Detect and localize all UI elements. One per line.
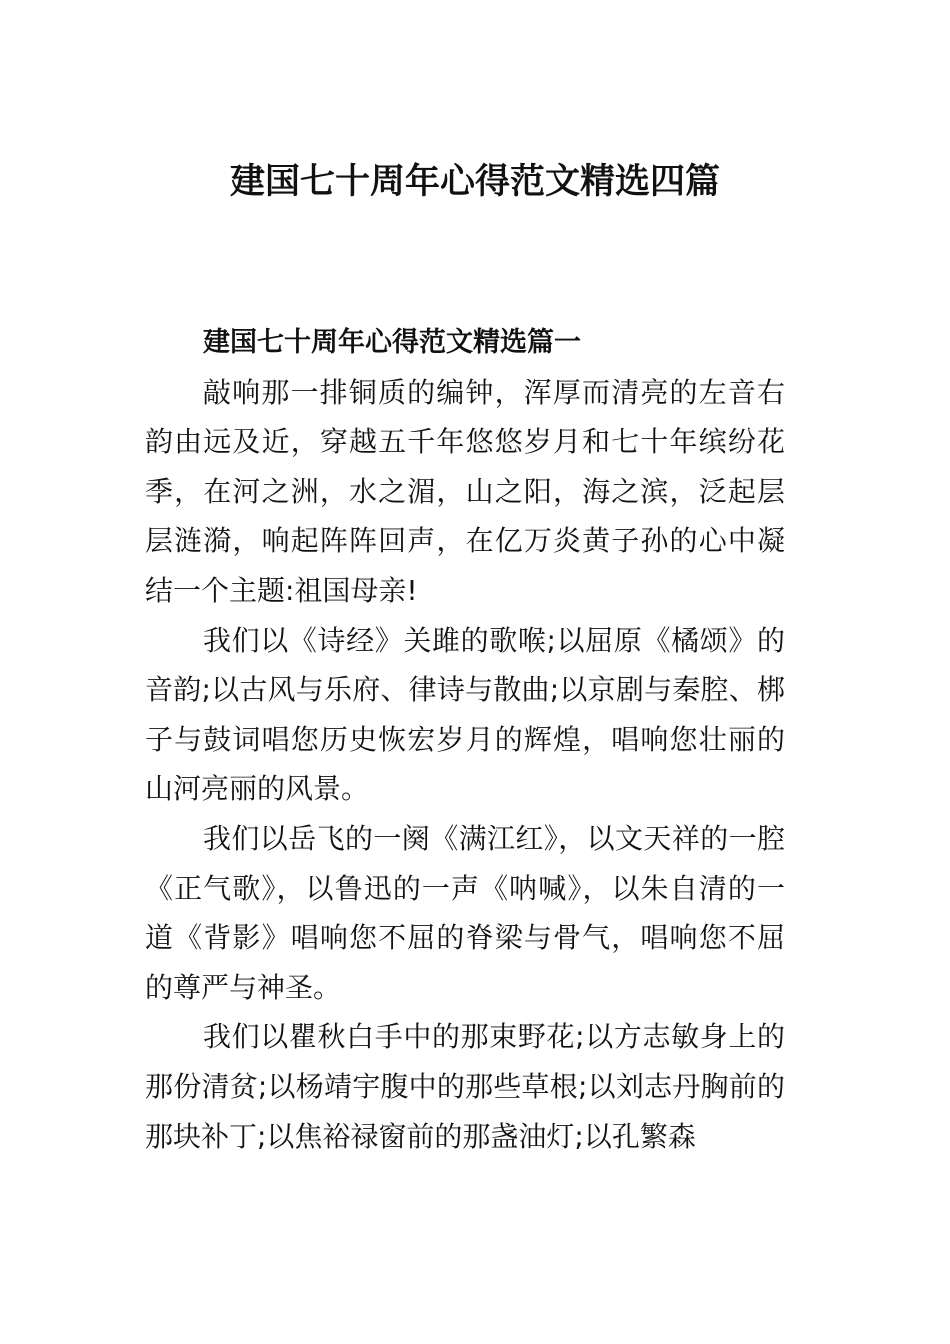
paragraph: 我们以岳飞的一阕《满江红》，以文天祥的一腔《正气歌》，以鲁迅的一声《呐喊》，以朱自清的一道《背影》唱响您不屈的脊梁与骨气，唱响您不屈的尊严与神圣。 [145,821,785,1004]
document-title: 建国七十周年心得范文精选四篇 [229,162,720,202]
section-heading: 建国七十周年心得范文精选篇一 [203,327,581,358]
paragraph: 我们以瞿秋白手中的那束野花;以方志敏身上的那份清贫;以杨靖宇腹中的那些草根;以刘志丹胸前的那块补丁;以焦裕禄窗前的那盏油灯;以孔繁森 [145,1020,785,1153]
paragraph: 我们以《诗经》关雎的歌喉;以屈原《橘颂》的音韵;以古风与乐府、律诗与散曲;以京剧与秦腔、梆子与鼓词唱您历史恢宏岁月的辉煌，唱响您壮丽的山河亮丽的风景。 [145,623,785,806]
document-body [145,318,785,1161]
paragraph: 敲响那一排铜质的编钟，浑厚而清亮的左音右韵由远及近，穿越五千年悠悠岁月和七十年缤纷花季，在河之洲，水之湄，山之阳，海之滨，泛起层层涟漪，响起阵阵回声，在亿万炎黄子孙的心中凝结一个主题:祖国母亲! [145,375,785,607]
